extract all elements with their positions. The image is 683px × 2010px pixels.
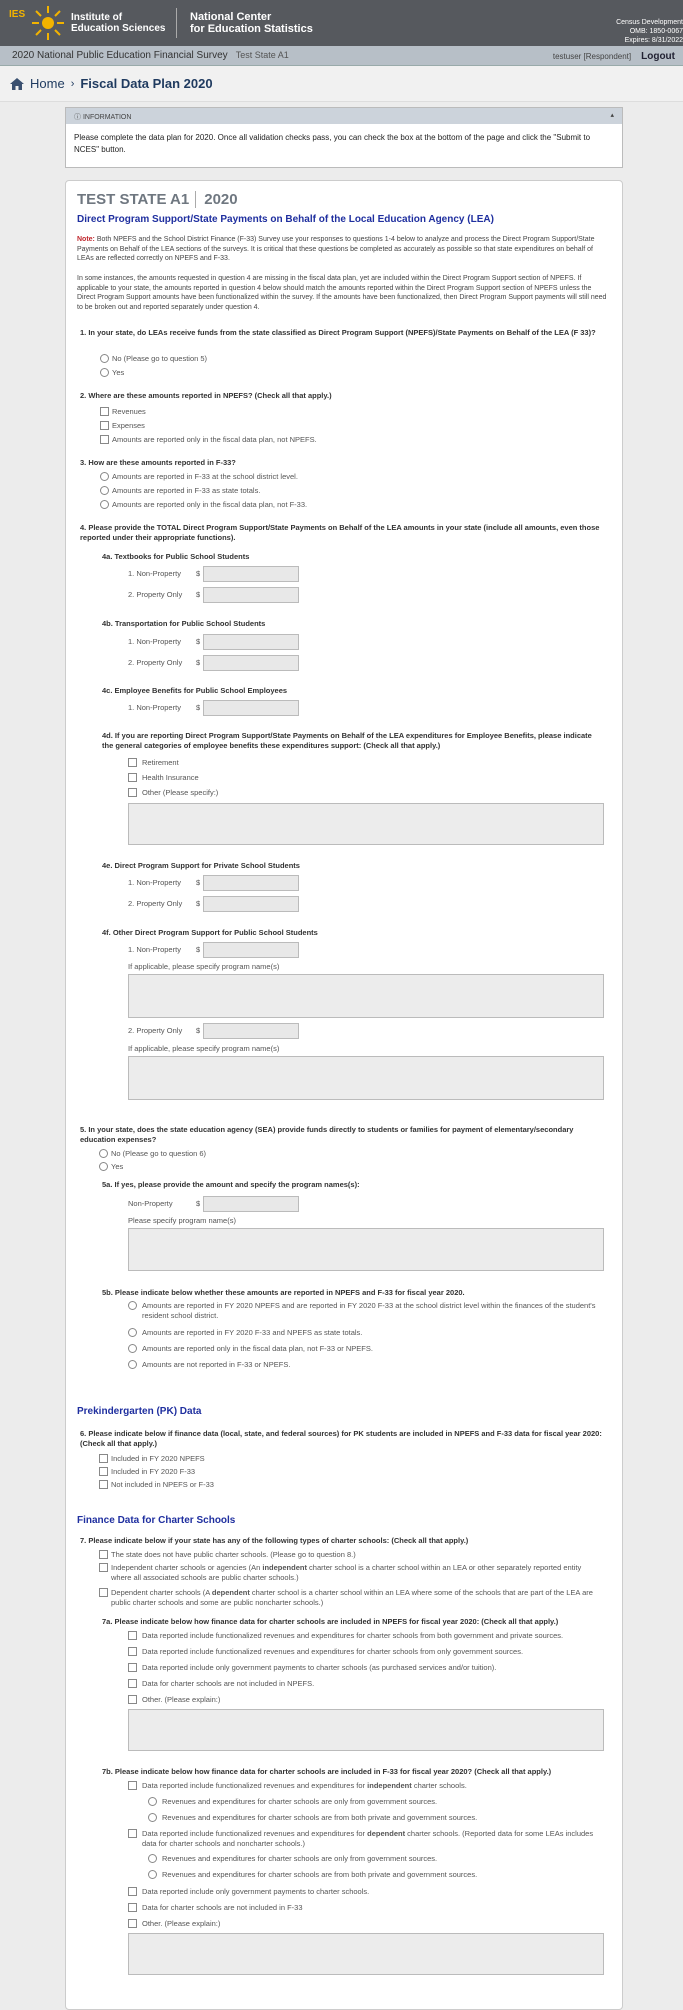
q1-yes-option[interactable]: Yes — [100, 368, 124, 378]
question-4f: 4f. Other Direct Program Support for Public School Students — [102, 928, 318, 937]
omb-info: Census Development OMB: 1850-0067 Expires: 8/31/2022 — [616, 19, 683, 44]
info-icon: ⓘ — [74, 114, 83, 121]
q5a-non-property-input[interactable] — [203, 1196, 299, 1212]
q4f-program-label: If applicable, please specify program name(s) — [128, 962, 280, 971]
q7-no-charter-checkbox[interactable]: The state does not have public charter schools. (Please go to question 8.) — [99, 1550, 356, 1560]
q5b-option-3[interactable]: Amounts are reported only in the fiscal data plan, not F-33 or NPEFS. — [128, 1344, 373, 1354]
ies-sun-logo-icon — [32, 4, 64, 42]
q1-no-option[interactable]: No (Please go to question 5) — [100, 354, 207, 364]
q2-plan-only-checkbox[interactable]: Amounts are reported only in the fiscal data plan, not NPEFS. — [100, 435, 317, 445]
q4a-non-property-input[interactable] — [203, 566, 299, 582]
intro-paragraph: In some instances, the amounts requested in question 4 are missing in the fiscal data plan, yet are included within the Direct Program Support section of NPEFS. If applicable to your state, the amounts reported in question 4 below should match the amounts reported within the Direct Program Support section of NPEFS unless the Direct Program Support amounts have been functionalized within the survey. If the amounts have been functionalized, then Direct Program Support payments will still need to be broken out and reported separately under question 4. — [77, 275, 607, 311]
question-5a: 5a. If yes, please provide the amount and specify the program names(s): — [102, 1180, 360, 1189]
information-text: Please complete the data plan for 2020. Once all validation checks pass, you can check the box at the bottom of the page and click the "Submit to NCES" button. — [74, 133, 591, 154]
site-header — [0, 0, 683, 46]
q7b-not-included-checkbox[interactable]: Data for charter schools are not included in F-33 — [128, 1903, 303, 1913]
q7b-dependent-both-option[interactable]: Revenues and expenditures for charter schools are from both private and government sources. — [148, 1870, 477, 1880]
question-7: 7. Please indicate below if your state has any of the following types of charter schools: (Check all that apply.) — [80, 1536, 469, 1545]
information-header[interactable]: ⓘ INFORMATION ▴ — [66, 108, 622, 124]
ies-name[interactable]: Institute of Education Sciences — [71, 12, 166, 34]
breadcrumb-home[interactable]: Home — [30, 76, 65, 91]
q7b-dependent-gov-option[interactable]: Revenues and expenditures for charter schools are only from government sources. — [148, 1854, 437, 1864]
question-4c: 4c. Employee Benefits for Public School Employees — [102, 686, 288, 695]
q4f-non-property-input[interactable] — [203, 942, 299, 958]
q4c-non-property-input[interactable] — [203, 700, 299, 716]
q4f-program-label-2: If applicable, please specify program name(s) — [128, 1044, 280, 1053]
survey-title: 2020 National Public Education Financial Survey — [12, 50, 228, 61]
q2-expenses-checkbox[interactable]: Expenses — [100, 421, 145, 431]
user-name: testuser [Respondent] — [552, 52, 632, 61]
q4b-non-property-input[interactable] — [203, 634, 299, 650]
q7b-independent-checkbox[interactable]: Data reported include functionalized revenues and expenditures for independent charter schools. — [128, 1781, 467, 1791]
q7-dependent-checkbox[interactable]: Dependent charter schools (A dependent charter school is a charter school within an LEA where some of the schools that are part of the LEA are public charter schools and some are public noncharter schools.) — [99, 1588, 599, 1607]
q3-district-option[interactable]: Amounts are reported in F-33 at the school district level. — [100, 472, 298, 482]
q4f-program-textarea-2[interactable] — [128, 1056, 604, 1100]
q5a-program-label: Please specify program name(s) — [128, 1216, 236, 1225]
q7b-other-checkbox[interactable]: Other. (Please explain:) — [128, 1919, 220, 1929]
question-2: 2. Where are these amounts reported in NPEFS? (Check all that apply.) — [80, 391, 332, 400]
question-3: 3. How are these amounts reported in F-33? — [80, 458, 236, 467]
q4e-non-property-input[interactable] — [203, 875, 299, 891]
note-text: Note: Both NPEFS and the School District Finance (F-33) Survey use your responses to questions 1-4 below to analyze and process the Direct Program Support/State Payments on Behalf of the LEA sections of the surveys. It is critical that these questions be completed as accurately as possible so that state expenditures on behalf of LEAs are reflected correctly on NPEFS and F-33. — [77, 236, 595, 262]
q4d-health-checkbox[interactable]: Health Insurance — [128, 773, 199, 783]
home-icon[interactable] — [10, 78, 24, 90]
q6-f33-checkbox[interactable]: Included in FY 2020 F-33 — [99, 1467, 195, 1477]
q5b-option-1[interactable]: Amounts are reported in FY 2020 NPEFS and are reported in FY 2020 F-33 at the school district level within the finances of the student's resident school district. — [128, 1301, 598, 1320]
chevron-right-icon: › — [70, 77, 75, 90]
q7b-independent-both-option[interactable]: Revenues and expenditures for charter schools are from both private and government sources. — [148, 1813, 477, 1823]
question-7a: 7a. Please indicate below how finance data for charter schools are included in NPEFS for fiscal year 2020: (Check all that apply.) — [102, 1617, 559, 1626]
q7b-other-textarea[interactable] — [128, 1933, 604, 1975]
collapse-caret-icon[interactable]: ▴ — [610, 112, 614, 119]
q7a-option-3[interactable]: Data reported include only government payments to charter schools (as purchased services and/or tuition). — [128, 1663, 496, 1673]
state-name: Test State A1 — [235, 50, 289, 60]
q6-npefs-checkbox[interactable]: Included in FY 2020 NPEFS — [99, 1454, 205, 1464]
q2-revenues-checkbox[interactable]: Revenues — [100, 407, 146, 417]
information-panel — [65, 107, 623, 168]
q3-state-totals-option[interactable]: Amounts are reported in F-33 as state totals. — [100, 486, 260, 496]
q7a-option-2[interactable]: Data reported include functionalized revenues and expenditures for charter schools from only government sources. — [128, 1647, 523, 1657]
question-1: 1. In your state, do LEAs receive funds from the state classified as Direct Program Support (NPEFS)/State Payments on Behalf of the LEA (F 33)? — [80, 328, 596, 337]
q5a-program-textarea[interactable] — [128, 1228, 604, 1271]
question-4d: 4d. If you are reporting Direct Program Support/State Payments on Behalf of the LEA expenditures for Employee Benefits, please indicate the general categories of employee benefits these expenditures support: (Check all that apply.) — [102, 731, 592, 750]
q4b-property-only-input[interactable] — [203, 655, 299, 671]
ies-badge: IES — [9, 9, 26, 20]
q4d-other-textarea[interactable] — [128, 803, 604, 845]
q5b-option-4[interactable]: Amounts are not reported in F-33 or NPEFS. — [128, 1360, 290, 1370]
survey-bar — [0, 46, 683, 66]
question-5b: 5b. Please indicate below whether these amounts are reported in NPEFS and F-33 for fiscal year 2020. — [102, 1288, 465, 1297]
breadcrumb — [0, 66, 683, 102]
q5b-option-2[interactable]: Amounts are reported in FY 2020 F-33 and NPEFS as state totals. — [128, 1328, 362, 1338]
q7b-gov-payments-checkbox[interactable]: Data reported include only government payments to charter schools. — [128, 1887, 369, 1897]
section-title-charter: Finance Data for Charter Schools — [77, 1515, 236, 1526]
question-4e: 4e. Direct Program Support for Private School Students — [102, 861, 300, 870]
q4d-retirement-checkbox[interactable]: Retirement — [128, 758, 179, 768]
q7a-option-1[interactable]: Data reported include functionalized revenues and expenditures for charter schools from both government and private sources. — [128, 1631, 563, 1641]
nces-name[interactable]: National Center for Education Statistics — [190, 11, 313, 35]
q4a-property-only-input[interactable] — [203, 587, 299, 603]
header-divider — [176, 8, 177, 38]
question-6: 6. Please indicate below if finance data (local, state, and federal sources) for PK students are included in NPEFS and F-33 data for fiscal year 2020: (Check all that apply.) — [80, 1429, 602, 1448]
question-5: 5. In your state, does the state education agency (SEA) provide funds directly to students or families for payment of elementary/secondary education expenses? — [80, 1125, 574, 1144]
q4f-property-only-input[interactable] — [203, 1023, 299, 1039]
q4d-other-checkbox[interactable]: Other (Please specify:) — [128, 788, 218, 798]
logout-link[interactable]: Logout — [641, 51, 675, 62]
section-title-direct-program: Direct Program Support/State Payments on Behalf of the Local Education Agency (LEA) — [77, 214, 494, 225]
question-4: 4. Please provide the TOTAL Direct Program Support/State Payments on Behalf of the LEA amounts in your state (include all amounts, even those reported under their appropriate functions). — [80, 523, 600, 542]
question-7b: 7b. Please indicate below how finance data for charter schools are included in F-33 for fiscal year 2020? (Check all that apply.) — [102, 1767, 552, 1776]
q4f-program-textarea-1[interactable] — [128, 974, 604, 1018]
question-4a: 4a. Textbooks for Public School Students — [102, 552, 250, 561]
section-title-prekindergarten: Prekindergarten (PK) Data — [77, 1406, 202, 1417]
q7a-other-checkbox[interactable]: Other. (Please explain:) — [128, 1695, 220, 1705]
q7a-other-textarea[interactable] — [128, 1709, 604, 1751]
q7-independent-checkbox[interactable]: Independent charter schools or agencies (An independent charter school is a charter school within an LEA or other separately reported entity where all associated schools are public charter schools.) — [99, 1563, 599, 1582]
q5-yes-option[interactable]: Yes — [99, 1162, 123, 1172]
q5-no-option[interactable]: No (Please go to question 6) — [99, 1149, 206, 1159]
q4e-property-only-input[interactable] — [203, 896, 299, 912]
page-title: Fiscal Data Plan 2020 — [80, 76, 213, 91]
q6-not-included-checkbox[interactable]: Not included in NPEFS or F-33 — [99, 1480, 214, 1490]
question-4b: 4b. Transportation for Public School Students — [102, 619, 266, 628]
state-year-title: TEST STATE A1 2020 — [77, 191, 238, 208]
q7b-dependent-checkbox[interactable]: Data reported include functionalized revenues and expenditures for dependent charter schools. (Reported data for some LEAs includes data for charter schools and noncharter schools.) — [128, 1829, 598, 1848]
q7a-option-4[interactable]: Data for charter schools are not included in NPEFS. — [128, 1679, 314, 1689]
q7b-independent-gov-option[interactable]: Revenues and expenditures for charter schools are only from government sources. — [148, 1797, 437, 1807]
q3-plan-only-option[interactable]: Amounts are reported only in the fiscal data plan, not F-33. — [100, 500, 307, 510]
